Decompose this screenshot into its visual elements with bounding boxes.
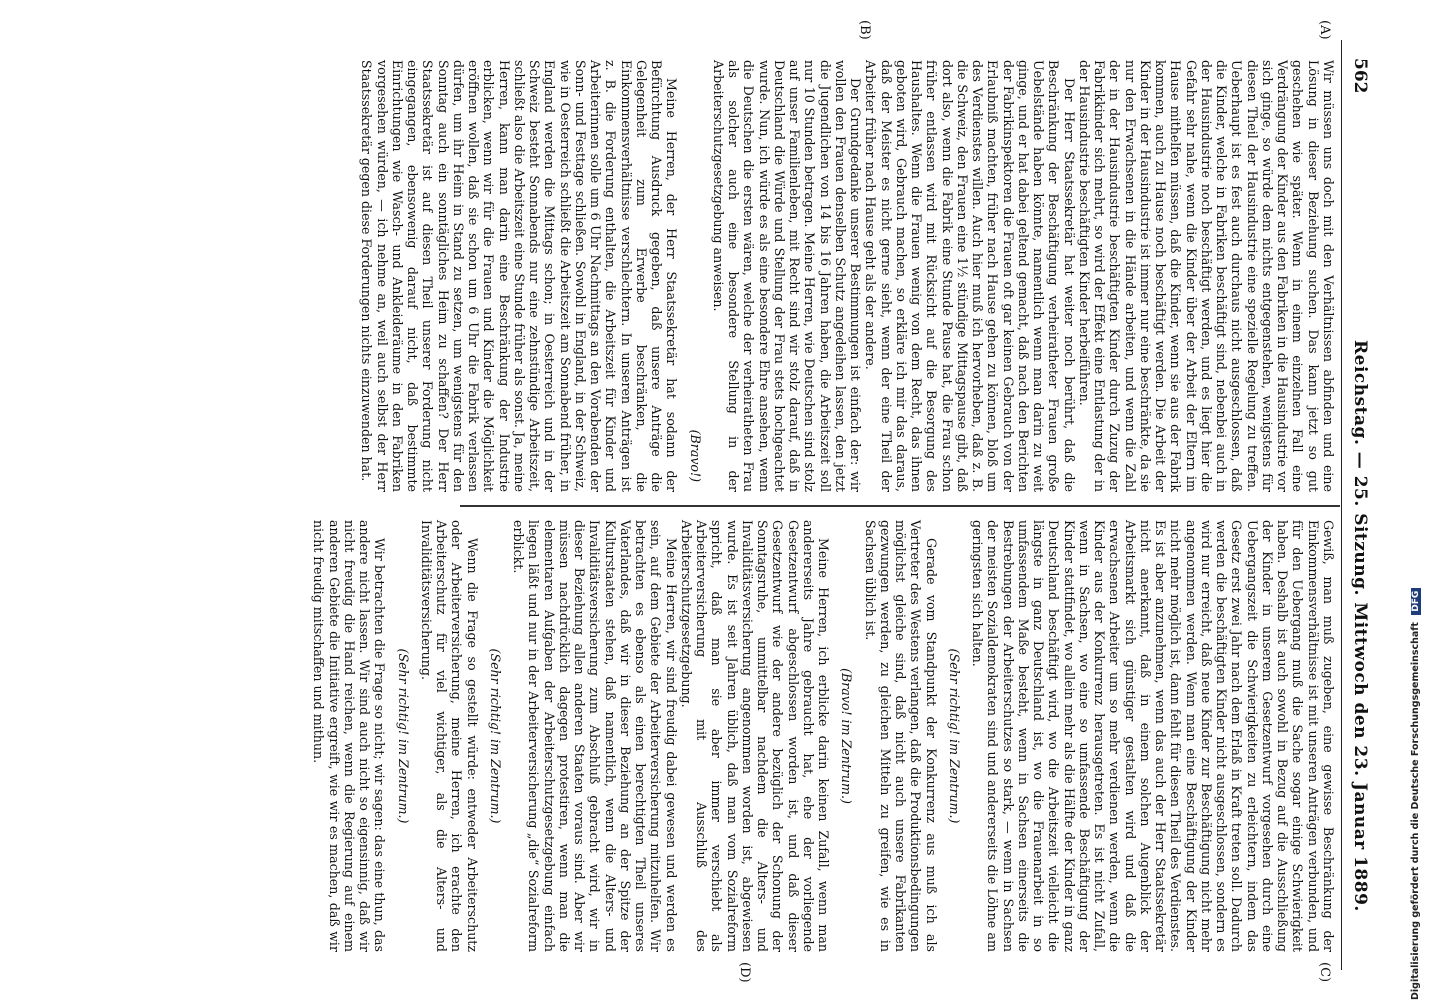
paragraph: Meine Herren, der Herr Staatssekretär hat sodann der Befürchtung Ausdruck gegeben, daß unsere Anträge die Gelegenheit zum Erwerbe beschränken, die Einkommensverhältnisse verschlechtern. In unseren Anträgen ist z. B. die Forderung enthalten, die Arbeitszeit für Kinder und Arbeiterinnen solle um 6 Uhr Nachmittags an den Vorabenden der Sonn- und Festtage schließen. Sowohl in England, in der Schweiz, wie in Oesterreich schließt die Arbeitszeit am Sonnabend früher, in England werden die Mittags schon; in Oesterreich und in der Schweiz besteht Sonnabends nur eine zehnstündige Arbeitszeit, schließt also die Arbeitszeit eine Stunde früher als sonst. Ja, meine Herren, kann man darin eine Beschränkung der Industrie erblicken, wenn wir für die Frauen und Kinder die Möglichkeit eröffnen wollen, daß sie schon um 6 Uhr die Fabrik verlassen dürfen, um ihr Heim in Stand zu setzen, um wenigstens für den Sonntag auch ein sonntägliches Heim zu schaffen? Der Herr Staatssekretär ist auf diesen Theil unserer Forderung nicht eingegangen, ebensowenig darauf nicht, daß bestimmte Einrichtungen wie Wasch- und Ankleideräume in den Fabriken vorgesehen würden, — ich nehme an, weil auch selbst der Herr Staatssekretär gegen diese Forderungen nichts einzuwenden hat.: [359, 60, 680, 492]
paragraph: Wir betrachten die Frage so nicht; wir sagen: das eine thun, das andere nicht lassen. Wir sind auch nicht so eigensinnig, daß wir nicht freudig die Hand reichen, wenn die Regierung auf einem anderen Gebiete die Initiative ergreift, wie wir es machen, daß wir nicht freudig mitschaffen und mithun.: [311, 520, 388, 952]
column-divider: [460, 505, 1340, 507]
paragraph: Meine Herren, ich erblicke darin keinen Zufall, wenn man andererseits Jahre gebraucht hat, ehe der vorliegende Gesetzentwurf abgeschlossen worden ist, und daß dieser Gesetzentwurf wie der andere bezüglich der Schonung der Sonntagsruhe, unmittelbar nachdem die Alters- und Invaliditätsversicherung angenommen worden ist, abgewiesen wurde. Es ist seit Jahren üblich, daß man vom Sozialreform spricht, daß man sie aber immer verschiebt als Arbeiterversicherung mit Ausschluß des Arbeiterschutzgesetzgebung.: [679, 520, 832, 952]
paragraph: Wir müssen uns doch mit den Verhältnissen abfinden und eine Lösung in dieser Beziehung suchen. Das kann jetzt so gut geschehen wie später. Wenn in einem einzelnen Fall eine Verdrängung der Kinder aus den Fabriken in die Hausindustrie vor sich ginge, so würde dem nichts entgegenstehen, wenigstens für diesen Theil der Hausindustrie eine spezielle Regelung zu treffen. Ueberhaupt ist es fest auch durchaus nicht ausgeschlossen, daß die Kinder, welche in Fabriken beschäftigt sind, nebenbei auch in der Hausindustrie noch beschäftigt werden, und es liegt hier die Gefahr sehr nahe, wenn die Kinder über der Arbeit der Eltern im Hause mithelfen müssen, daß die Kinder, wenn sie aus der Fabrik kommen, auch zu Hause noch beschäftigt werden. Die Arbeit der Kinder in der Hausindustrie ist immer nur eine beschränkte, da sie nur den Erwachsenen in die Hände arbeiten, und wenn die Zahl der in der Hausindustrie beschäftigten Kinder durch Zuzug der Fabrikkinder sich mehrt, so wird der Effekt eine Entlastung der in der Hausindustrie beschäftigten Kinder herbeiführen.: [1077, 60, 1336, 492]
interjection: (Sehr richtig! im Zentrum.): [488, 648, 503, 824]
credit-text: Digitalisierung gefördert durch die Deutsche Forschungsgemeinschaft: [1410, 622, 1421, 1000]
running-title: Reichstag. — 25. Sitzung. Mittwoch den 23. Januar 1889.: [1350, 340, 1370, 912]
paragraph: Gerade vom Standpunkt der Konkurrenz aus muß ich als Vertreter des Westens verlangen, daß die Produktionsbedingungen möglichst gleiche sind, daß nicht auch unsere Fabrikanten gezwungen werden, zu gleichen Mitteln zu greifen, wie es in Sachsen üblich ist.: [862, 520, 939, 952]
interjection: (Sehr richtig! im Zentrum.): [395, 648, 411, 824]
interjection: (Bravo!): [687, 429, 703, 482]
right-column: [311, 520, 1336, 952]
paragraph: Der Grundgedanke unserer Bestimmungen ist einfach der: wir wollen den Frauen denselben Schutz angedeihen lassen, den jetzt die Jugendlichen von 14 bis 16 Jahren haben, die Arbeitszeit soll nur 10 Stunden betragen. Meine Herren, wie Deutschen sind stolz auf unser Familienleben, mit Recht sind wir stolz darauf, daß in Deutschland die Würde und Stellung der Frau stets hochgeachtet wurde. Nun, ich würde es als eine besondere Ehre ansehen, wenn die Deutschen die ersten wären, welche der verheiratheten Frau als solcher auch eine besondere Stellung in der Arbeiterschutzgesetzgebung anweisen.: [711, 60, 864, 492]
paragraph: Wenn die Frage so gestellt würde: entweder Arbeiterschutz oder Arbeiterversicherung, meine Herren, ich erachte den Arbeiterschutz für viel wichtiger, als die Alters- und Invaliditätsversicherung.: [419, 520, 480, 952]
margin-marker-a: (A): [1317, 20, 1332, 40]
page-header: [1341, 40, 1376, 970]
interjection: (Bravo! im Zentrum.): [839, 668, 855, 804]
dfg-logo: DFG: [1411, 588, 1421, 615]
paragraph: Der Herr Staatssekretär hat weiter noch berührt, daß die Beschränkung der Beschäftigung verheiratheter Frauen große Uebelstände haben könnte, namentlich wenn man darin zu weit ginge, und er hat dabei geltend gemacht, daß nach den Berichten der Fabrikinspektoren die Frauen oft gar keinen Gebrauch von der Erlaubniß machten, früher nach Hause gehen zu können, bloß um des Verdienstes willen. Auch hier muß ich hervorheben, daß z. B. die Schweiz, den Frauen eine 1½ stündige Mittagspause gibt, daß dort also, wenn die Fabrik eine Stunde Pause hat, die Frau schon früher entlassen wird mit Rücksicht auf die Besorgung des Haushaltes. Wenn die Frauen wenig von dem Recht, das ihnen geboten wird, Gebrauch machen, so erkläre ich mir das daraus, daß der Meister es nicht gerne sieht, wenn der eine Theil der Arbeiter früher nach Hause geht als der andere.: [863, 60, 1077, 492]
paragraph: Gewiß, man muß zugeben, eine gewisse Beschränkung der Einkommensverhältnisse ist mit unseren Anträgen verbunden, und für den Uebergang muß die Sache sogar einige Schwierigkeit haben. Deshalb ist auch sowohl in Bezug auf die Ausschließung der Kinder in unserem Gesetzentwurf vorgesehen durch eine Uebergangszeit die Schwierigkeiten zu erleichtern, indem das Gesetz erst zwei Jahr nach dem Erlaß in Kraft treten soll. Dadurch werden die beschäftigten Kinder nicht ausgeschlossen, sondern es wird nur erreicht, daß neue Kinder zur Beschäftigung nicht mehr angenommen werden. Wenn man eine Beschäftigung der Kinder nicht mehr möglich ist, dann fehlt für diesen Theil des Verdienstes. Es ist aber anzunehmen, wenn das auch der Herr Staatssekretär nicht anerkannt, daß in einem solchen Augenblick der Arbeitsmarkt sich günstiger gestalten wird und daß die erwachsenen Arbeiter um so mehr verdienen werden, wenn die Kinder aus der Konkurrenz herausgetreten. Es ist nicht Zufall, wenn in Sachsen, wo eine so umfassende Beschäftigung der Kinder stattfindet, wo allein mehr als die Hälfte der Kinder in ganz Deutschland beschäftigt wird, wo die Arbeitszeit vielleicht die längste in ganz Deutschland ist, wo die Frauenarbeit in so umfassendem Maße besteht, wenn in Sachsen einerseits die Bestrebungen der Arbeiterschutzes so stark, — wenn in Sachsen der meisten Sozialdemokraten sind und andererseits die Löhne am geringsten sich halten.: [970, 520, 1336, 952]
paragraph: Meine Herren, wir sind freudig dabei gewesen und werden es sein, auf dem Gebiete der Arbeiterversicherung mitzuhelfen. Wir betrachten es ebenso als einen berechtigten Theil unseres Vaterlandes, daß wir in dieser Beziehung an der Spitze der Kulturstaaten stehen, daß namentlich, wenn die Alters- und Invaliditätsversicherung zum Abschluß gebracht wird, wir in dieser Beziehung allen anderen Staaten voraus sind. Aber wir müssen nachdrücklich dagegen protestiren, wenn man die elementaren Aufgaben der Arbeiterschutzgesetzgebung einfach liegen läßt und nur in der Arbeiterversicherung „die“ Sozialreform erblickt.: [511, 520, 679, 952]
left-column: [359, 60, 1336, 492]
digitization-credit: [1410, 588, 1421, 1000]
margin-marker-b: (B): [857, 20, 872, 40]
margin-marker-c: (C): [1317, 962, 1332, 983]
interjection: (Sehr richtig! im Zentrum.): [947, 648, 962, 824]
page-number: 562: [1350, 58, 1370, 94]
margin-marker-d: (D): [737, 962, 752, 983]
